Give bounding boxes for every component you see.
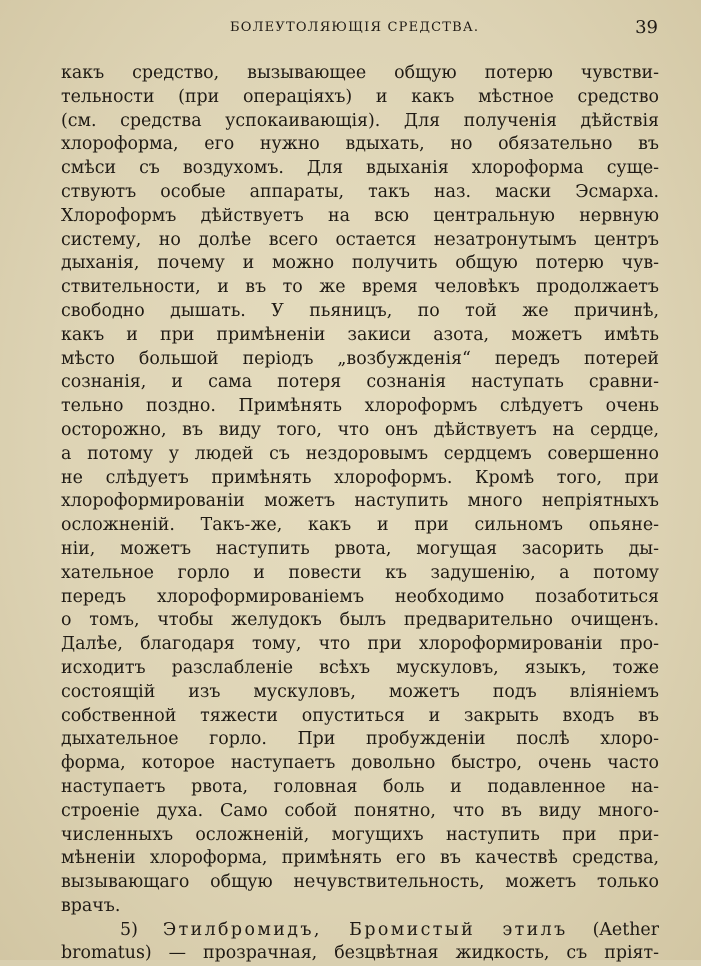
text-line: а потому у людей съ нездоровымъ сердцемъ совершенно [61,443,659,464]
text-line: тельно поздно. Примѣнять хлороформъ слѣдуетъ очень [61,396,659,417]
text-line: сознанія, и сама потеря сознанія наступать сравни- [61,372,659,393]
text-line: мѣсто большой періодъ „возбужденія“ передъ потерей [61,348,659,369]
text-line: хлороформированіи можетъ наступить много непріятныхъ [61,491,659,512]
body-text [61,62,659,966]
running-head: БОЛЕУТОЛЯЮЩІЯ СРЕДСТВА. [230,20,480,35]
text-line: какъ средство, вызывающее общую потерю чувстви- [61,63,659,83]
page-number: 39 [635,17,658,38]
text-line: о томъ, чтобы желудокъ былъ предварительно очищенъ. [61,610,659,631]
text-line: состоящій изъ мускуловъ, можетъ подъ вліяніемъ [61,681,659,702]
text-line: смѣси съ воздухомъ. Для вдыханія хлороформа суще- [61,158,659,179]
text-line: (см. средства успокаивающія). Для полученія дѣйствія [61,110,659,131]
text-line: хлороформа, его нужно вдыхать, но обязательно въ [61,134,659,155]
text-line: систему, но долѣе всего остается незатронутымъ центръ [61,229,659,250]
text-line: мѣненіи хлороформа, примѣнять его въ качествѣ средства, [61,848,659,869]
text-line: осторожно, въ виду того, что онъ дѣйствуетъ на сердце, [61,419,659,440]
text-line: строеніе духа. Само собой понятно, что въ виду много- [61,800,659,821]
text-line: наступаетъ рвота, головная боль и подавленное на- [61,776,659,797]
text-line: дыхательное горло. При пробужденіи послѣ хлоро- [61,729,659,750]
text-line: передъ хлороформированіемъ необходимо позаботиться [61,586,659,607]
text-line: хательное горло и повести къ задушенію, а потому [61,562,659,583]
text-line: дыханія, почему и можно получить общую потерю чув- [61,253,659,274]
text-line: осложненій. Такъ-же, какъ и при сильномъ опьяне- [61,515,659,536]
text-line: численныхъ осложненій, могущихъ наступить при при- [61,824,659,845]
text-line: не слѣдуетъ примѣнять хлороформъ. Кромѣ того, при [61,467,659,488]
section-term: Этилбромидъ, Бромистый этилъ [162,919,568,940]
text-line: исходитъ разслабленіе всѣхъ мускуловъ, языкъ, тоже [61,657,659,678]
text-line: свободно дышать. У пьяницъ, по той же причинѣ, [61,300,659,321]
text-line: ствительности, и въ то же время человѣкъ продолжаетъ [61,277,659,298]
text-line: вызывающаго общую нечувствительность, можетъ только [61,872,659,893]
text-line: Далѣе, благодаря тому, что при хлороформированіи про- [61,634,659,655]
text-line: собственной тяжести опуститься и закрыть входъ въ [61,705,659,726]
text-line: врачъ. [61,895,121,916]
text-line: тельности (при операціяхъ) и какъ мѣстное средство [61,86,659,107]
text-line: Хлороформъ дѣйствуетъ на всю центральную нервную [61,205,659,226]
text-line: ствуютъ особые аппараты, такъ наз. маски Эсмарха. [61,181,659,202]
section-latin-name: (Aether [592,919,659,940]
text-line: ніи, можетъ наступить рвота, могущая засорить ды- [61,538,659,559]
section-5-line-2: bromatus) — прозрачная, безцвѣтная жидкость, съ пріят- [61,943,659,964]
text-line: форма, которое наступаетъ довольно быстро, очень часто [61,753,659,774]
section-5-heading-line [61,919,659,943]
section-number: 5) [120,919,138,940]
text-line: какъ и при примѣненіи закиси азота, можетъ имѣть [61,324,659,345]
